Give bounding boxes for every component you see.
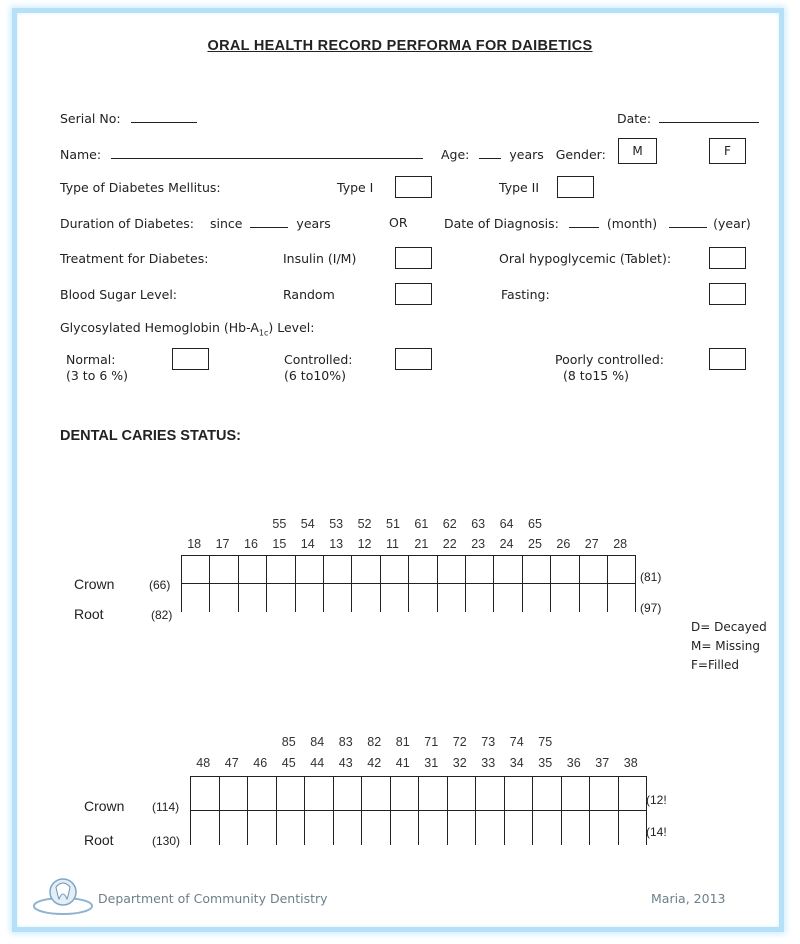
upper-permanent-tooth-28: 28 xyxy=(613,537,628,551)
lower-permanent-tooth-44: 44 xyxy=(310,756,325,770)
normal-box[interactable] xyxy=(172,348,209,370)
lower-root-cell-35[interactable] xyxy=(533,811,562,845)
lower-permanent-tooth-32: 32 xyxy=(452,756,467,770)
upper-permanent-tooth-17: 17 xyxy=(215,537,230,551)
upper-permanent-tooth-16: 16 xyxy=(244,537,258,551)
lower-crown-cell-47[interactable] xyxy=(220,777,249,811)
date-field[interactable] xyxy=(659,110,759,123)
lower-crown-cell-34[interactable] xyxy=(505,777,534,811)
upper-root-cell-22[interactable] xyxy=(438,584,466,612)
upper-permanent-tooth-25: 25 xyxy=(528,537,542,551)
month-label: (month) xyxy=(606,216,658,231)
lower-permanent-tooth-31: 31 xyxy=(424,756,439,770)
type1-box[interactable] xyxy=(395,176,432,198)
lower-root-cell-44[interactable] xyxy=(305,811,334,845)
lower-permanent-tooth-46: 46 xyxy=(253,756,268,770)
since-label: since xyxy=(209,216,243,231)
diagnosis-label: Date of Diagnosis: xyxy=(444,216,559,231)
diabetes-type-label: Type of Diabetes Mellitus: xyxy=(60,180,221,195)
lower-crown-start: (114) xyxy=(152,800,180,814)
lower-grid xyxy=(190,776,647,845)
lower-permanent-tooth-33: 33 xyxy=(481,756,496,770)
upper-root-cell-16[interactable] xyxy=(239,584,267,612)
department-logo-icon xyxy=(32,872,94,916)
duration-label: Duration of Diabetes: xyxy=(60,216,194,231)
fasting-box[interactable] xyxy=(709,283,746,305)
serial-label: Serial No: xyxy=(60,111,121,126)
lower-crown-cell-31[interactable] xyxy=(419,777,448,811)
age-row xyxy=(441,146,606,162)
controlled-label: Controlled: xyxy=(284,352,353,367)
random-box[interactable] xyxy=(395,283,432,305)
oral-box[interactable] xyxy=(709,247,746,269)
lower-permanent-tooth-42: 42 xyxy=(367,756,382,770)
insulin-box[interactable] xyxy=(395,247,432,269)
upper-root-cell-21[interactable] xyxy=(409,584,437,612)
upper-crown-cell-22[interactable] xyxy=(438,556,466,584)
upper-crown-cell-23[interactable] xyxy=(466,556,494,584)
gender-m-box[interactable]: M xyxy=(618,138,657,164)
upper-crown-cell-27[interactable] xyxy=(580,556,608,584)
upper-crown-cell-25[interactable] xyxy=(523,556,551,584)
upper-root-label: Root xyxy=(74,606,104,622)
upper-primary-tooth-54: 54 xyxy=(300,517,315,531)
lower-crown-end: (12! xyxy=(646,793,667,807)
lower-permanent-tooth-43: 43 xyxy=(338,756,353,770)
upper-root-cell-15[interactable] xyxy=(267,584,295,612)
legend-missing: M= Missing xyxy=(691,639,760,653)
upper-crown-cell-13[interactable] xyxy=(324,556,352,584)
legend-decayed: D= Decayed xyxy=(691,620,767,634)
duration-row xyxy=(60,215,331,231)
lower-root-cell-48[interactable] xyxy=(191,811,220,845)
upper-permanent-tooth-11: 11 xyxy=(386,537,399,551)
lower-crown-cell-32[interactable] xyxy=(448,777,477,811)
lower-crown-cell-41[interactable] xyxy=(391,777,420,811)
or-label: OR xyxy=(389,215,408,230)
type1-label: Type I xyxy=(337,180,374,195)
upper-permanent-tooth-14: 14 xyxy=(300,537,315,551)
normal-range: (3 to 6 %) xyxy=(66,368,129,383)
upper-permanent-tooth-26: 26 xyxy=(556,537,571,551)
diagnosis-year-field[interactable] xyxy=(669,215,707,228)
lower-root-cell-43[interactable] xyxy=(334,811,363,845)
lower-crown-cell-38[interactable] xyxy=(619,777,648,811)
upper-primary-tooth-51: 51 xyxy=(386,517,400,531)
upper-permanent-tooth-22: 22 xyxy=(442,537,457,551)
type2-label: Type II xyxy=(499,180,540,195)
insulin-label: Insulin (I/M) xyxy=(283,251,357,266)
year-label: (year) xyxy=(713,216,751,231)
normal-label: Normal: xyxy=(66,352,116,367)
lower-crown-cell-43[interactable] xyxy=(334,777,363,811)
upper-crown-cell-16[interactable] xyxy=(239,556,267,584)
upper-permanent-tooth-12: 12 xyxy=(357,537,372,551)
lower-root-cell-45[interactable] xyxy=(277,811,306,845)
serial-row xyxy=(60,110,197,126)
diagnosis-row xyxy=(444,215,751,231)
upper-crown-cell-12[interactable] xyxy=(352,556,380,584)
poor-box[interactable] xyxy=(709,348,746,370)
lower-primary-tooth-72: 72 xyxy=(452,735,467,749)
upper-root-cell-12[interactable] xyxy=(352,584,380,612)
lower-crown-cell-48[interactable] xyxy=(191,777,220,811)
upper-crown-cell-28[interactable] xyxy=(608,556,636,584)
age-years-label: years xyxy=(509,147,544,162)
lower-root-cell-33[interactable] xyxy=(476,811,505,845)
legend-filled: F=Filled xyxy=(691,658,739,672)
lower-primary-tooth-81: 81 xyxy=(395,735,410,749)
lower-crown-cell-33[interactable] xyxy=(476,777,505,811)
lower-permanent-tooth-35: 35 xyxy=(538,756,553,770)
upper-crown-cell-26[interactable] xyxy=(551,556,579,584)
lower-permanent-tooth-41: 41 xyxy=(395,756,410,770)
caries-legend xyxy=(691,618,767,675)
upper-permanent-tooth-15: 15 xyxy=(272,537,287,551)
upper-primary-tooth-63: 63 xyxy=(471,517,486,531)
lower-root-label: Root xyxy=(84,832,114,848)
lower-root-end: (14! xyxy=(646,825,667,839)
lower-crown-cell-44[interactable] xyxy=(305,777,334,811)
lower-root-start: (130) xyxy=(152,834,181,848)
lower-root-cell-36[interactable] xyxy=(562,811,591,845)
upper-crown-cell-18[interactable] xyxy=(182,556,210,584)
controlled-option xyxy=(284,352,353,384)
upper-permanent-tooth-27: 27 xyxy=(584,537,599,551)
gender-f-box[interactable]: F xyxy=(709,138,746,164)
upper-crown-cell-14[interactable] xyxy=(296,556,324,584)
poor-label: Poorly controlled: xyxy=(555,352,665,367)
upper-root-cell-26[interactable] xyxy=(551,584,579,612)
lower-permanent-tooth-38: 38 xyxy=(623,756,638,770)
name-field[interactable] xyxy=(111,146,423,159)
random-label: Random xyxy=(283,287,335,302)
lower-primary-tooth-82: 82 xyxy=(367,735,382,749)
lower-primary-tooth-73: 73 xyxy=(481,735,496,749)
lower-crown-cell-36[interactable] xyxy=(562,777,591,811)
lower-root-cell-42[interactable] xyxy=(362,811,391,845)
lower-permanent-tooth-48: 48 xyxy=(196,756,211,770)
lower-root-cell-46[interactable] xyxy=(248,811,277,845)
lower-root-cell-32[interactable] xyxy=(448,811,477,845)
diagnosis-month-field[interactable] xyxy=(569,215,599,228)
sugar-label: Blood Sugar Level: xyxy=(60,287,178,302)
footer-credit: Maria, 2013 xyxy=(651,891,726,906)
lower-crown-cell-37[interactable] xyxy=(590,777,619,811)
upper-permanent-tooth-18: 18 xyxy=(187,537,202,551)
poor-option xyxy=(555,352,664,384)
lower-crown-cell-35[interactable] xyxy=(533,777,562,811)
lower-primary-tooth-83: 83 xyxy=(338,735,353,749)
age-field[interactable] xyxy=(479,146,501,159)
lower-crown-cell-42[interactable] xyxy=(362,777,391,811)
upper-root-cell-14[interactable] xyxy=(296,584,324,612)
upper-primary-tooth-53: 53 xyxy=(329,517,344,531)
upper-root-cell-11[interactable] xyxy=(381,584,409,612)
upper-root-cell-24[interactable] xyxy=(494,584,522,612)
since-field[interactable] xyxy=(250,215,288,228)
lower-primary-tooth-84: 84 xyxy=(310,735,325,749)
upper-primary-tooth-62: 62 xyxy=(442,517,457,531)
controlled-box[interactable] xyxy=(395,348,432,370)
normal-option xyxy=(66,352,128,384)
upper-root-end: (97) xyxy=(640,601,662,615)
lower-root-cell-41[interactable] xyxy=(391,811,420,845)
upper-permanent-tooth-23: 23 xyxy=(471,537,486,551)
upper-root-cell-17[interactable] xyxy=(210,584,238,612)
duration-years-label: years xyxy=(296,216,331,231)
upper-crown-end: (81) xyxy=(640,570,662,584)
upper-root-cell-23[interactable] xyxy=(466,584,494,612)
upper-primary-tooth-55: 55 xyxy=(272,517,287,531)
upper-crown-label: Crown xyxy=(74,576,115,592)
treatment-label: Treatment for Diabetes: xyxy=(60,251,209,266)
age-label: Age: xyxy=(441,147,470,162)
caries-section-title: DENTAL CARIES STATUS: xyxy=(60,428,241,444)
name-row xyxy=(60,146,423,162)
upper-primary-tooth-65: 65 xyxy=(528,517,542,531)
lower-root-cell-37[interactable] xyxy=(590,811,619,845)
upper-crown-cell-11[interactable] xyxy=(381,556,409,584)
upper-root-cell-27[interactable] xyxy=(580,584,608,612)
fasting-label: Fasting: xyxy=(501,287,550,302)
name-label: Name: xyxy=(60,147,102,162)
lower-primary-tooth-75: 75 xyxy=(538,735,553,749)
upper-crown-cell-24[interactable] xyxy=(494,556,522,584)
upper-crown-cell-21[interactable] xyxy=(409,556,437,584)
upper-root-cell-28[interactable] xyxy=(608,584,636,612)
upper-root-cell-25[interactable] xyxy=(523,584,551,612)
hba-subscript: 1c xyxy=(258,328,269,338)
upper-permanent-tooth-21: 21 xyxy=(414,537,429,551)
oral-label: Oral hypoglycemic (Tablet): xyxy=(499,251,672,266)
lower-root-cell-34[interactable] xyxy=(505,811,534,845)
hba-suffix: ) Level: xyxy=(268,320,315,335)
type2-box[interactable] xyxy=(557,176,594,198)
upper-primary-tooth-64: 64 xyxy=(499,517,514,531)
lower-crown-cell-46[interactable] xyxy=(248,777,277,811)
upper-crown-cell-15[interactable] xyxy=(267,556,295,584)
gender-label: Gender: xyxy=(555,147,606,162)
upper-crown-start: (66) xyxy=(149,578,171,592)
upper-primary-tooth-52: 52 xyxy=(357,517,372,531)
date-row xyxy=(617,110,759,126)
hba-prefix: Glycosylated Hemoglobin (Hb-A xyxy=(60,320,259,335)
upper-permanent-tooth-13: 13 xyxy=(329,537,344,551)
upper-grid xyxy=(181,555,636,612)
lower-permanent-tooth-34: 34 xyxy=(509,756,524,770)
lower-permanent-tooth-37: 37 xyxy=(595,756,610,770)
serial-field[interactable] xyxy=(131,110,197,123)
lower-permanent-tooth-45: 45 xyxy=(281,756,296,770)
controlled-range: (6 to10%) xyxy=(284,368,347,383)
lower-primary-tooth-71: 71 xyxy=(424,735,439,749)
lower-crown-cell-45[interactable] xyxy=(277,777,306,811)
upper-crown-cell-17[interactable] xyxy=(210,556,238,584)
lower-root-cell-47[interactable] xyxy=(220,811,249,845)
upper-root-start: (82) xyxy=(151,608,173,622)
upper-root-cell-13[interactable] xyxy=(324,584,352,612)
date-label: Date: xyxy=(617,111,652,126)
lower-primary-tooth-74: 74 xyxy=(509,735,524,749)
form-title: ORAL HEALTH RECORD PERFORMA FOR DAIBETICS xyxy=(207,38,593,54)
upper-root-cell-18[interactable] xyxy=(182,584,210,612)
footer-department: Department of Community Dentistry xyxy=(98,891,328,906)
lower-root-cell-31[interactable] xyxy=(419,811,448,845)
upper-permanent-tooth-24: 24 xyxy=(499,537,514,551)
upper-primary-tooth-61: 61 xyxy=(414,517,429,531)
lower-root-cell-38[interactable] xyxy=(619,811,648,845)
lower-permanent-tooth-36: 36 xyxy=(566,756,581,770)
lower-crown-label: Crown xyxy=(84,798,125,814)
hba-label xyxy=(60,320,314,338)
poor-range: (8 to15 %) xyxy=(563,368,629,383)
lower-primary-tooth-85: 85 xyxy=(281,735,296,749)
lower-permanent-tooth-47: 47 xyxy=(224,756,239,770)
